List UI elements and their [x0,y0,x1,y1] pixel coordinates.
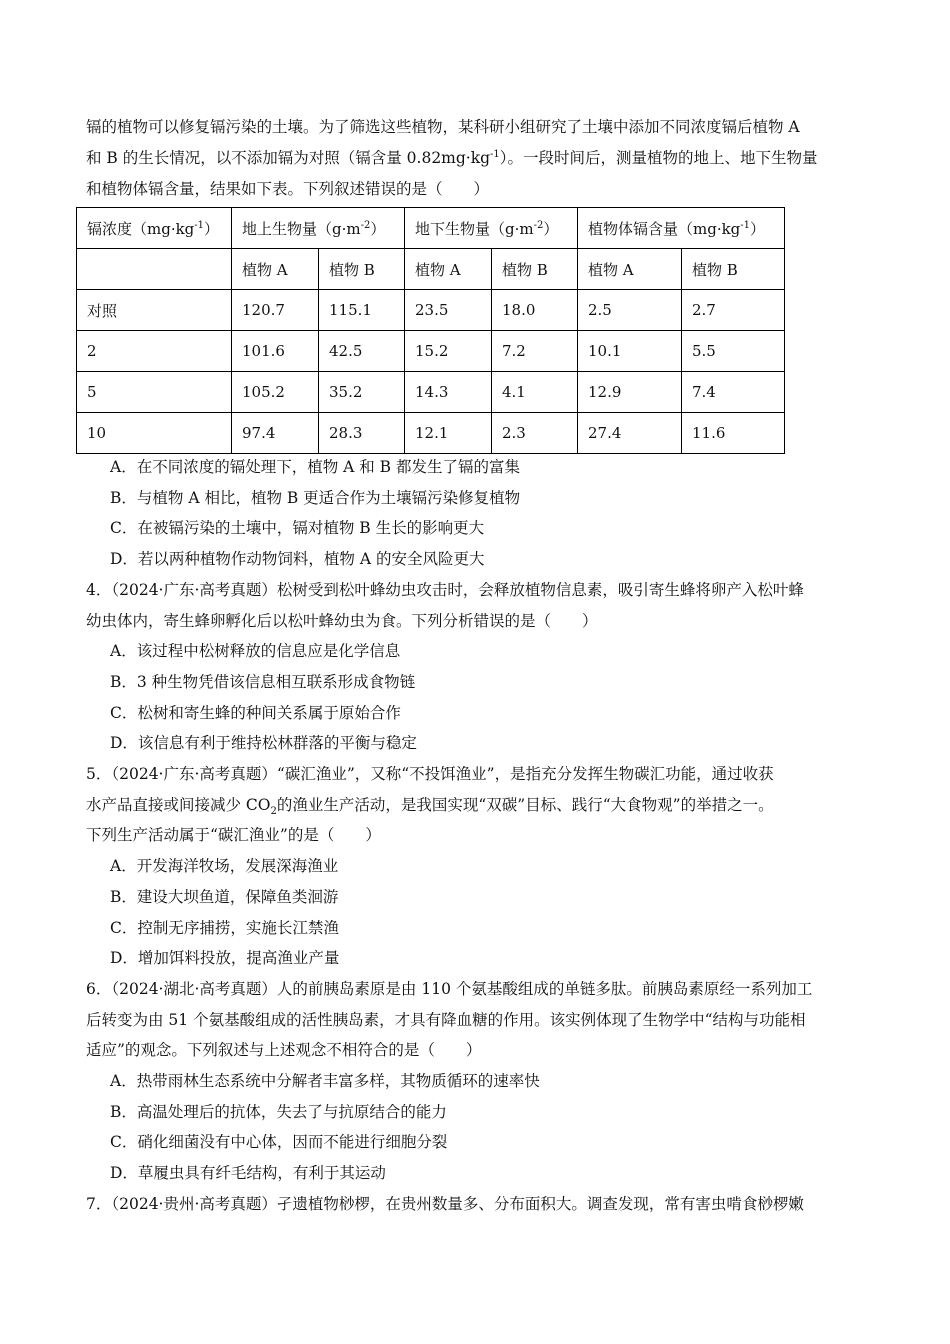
table-cell: 23.5 [405,290,492,331]
q5-option-c[interactable]: C．控制无序捕捞，实施长江禁渔 [110,918,339,937]
q3-stem [86,112,864,205]
table-cell: 11.6 [682,413,785,454]
q5-stem-line-2: 水产品直接或间接减少 $CO_2$的渔业生产活动，是我国实现“双碳”目标、践行“大食物观”的举措之一。 [86,795,774,817]
subheader-plant-a: 植物 A [232,249,319,290]
q3-stem-line-2: 和 B 的生长情况，以不添加镉为对照（镉含量 $0.82mg\cdot kg^{-1}$）。一段时间后，测量植物的地上、地下生物量 [86,148,818,167]
q5-stem-line-3: 下列生产活动属于“碳汇渔业”的是（ ） [86,826,381,845]
question-6 [86,974,864,1189]
q6-stem-line-3: 适应”的观念。下列叙述与上述观念不相符合的是（ ） [86,1041,482,1060]
q3-stem-line-3: 和植物体镉含量，结果如下表。下列叙述错误的是（ ） [86,180,490,198]
header-above-ground-biomass: 地上生物量$(g\cdot m^{-2})$ [232,208,405,249]
table-cell: 对照 [77,290,232,331]
q6-stem-line-1: 6．（2024·湖北·高考真题）人的前胰岛素原是由 110 个氨基酸组成的单链多肽。前胰岛素原经一系列加工 [86,979,813,998]
subheader-plant-a: 植物 A [578,249,682,290]
q4-option-b[interactable]: B．3 种生物凭借该信息相互联系形成食物链 [110,672,416,691]
header-below-ground-biomass: 地下生物量$(g\cdot m^{-2})$ [405,208,578,249]
question-7 [86,1189,864,1220]
question-5 [86,759,864,974]
table-cell: 42.5 [319,331,405,372]
q4-option-a[interactable]: A．该过程中松树释放的信息应是化学信息 [110,642,401,661]
q5-option-d[interactable]: D．增加饵料投放，提高渔业产量 [110,949,340,968]
page-content [86,112,864,1220]
header-cd-concentration: 镉浓度$(mg\cdot kg^{-1})$ [77,208,232,249]
subheader-plant-b: 植物 B [682,249,785,290]
table-cell: 105.2 [232,372,319,413]
q6-option-b[interactable]: B．高温处理后的抗体，失去了与抗原结合的能力 [110,1102,447,1121]
subheader-plant-a: 植物 A [405,249,492,290]
table-cell: 18.0 [492,290,578,331]
table-cell: 4.1 [492,372,578,413]
q3-option-a[interactable]: A．在不同浓度的镉处理下，植物 A 和 B 都发生了镉的富集 [110,458,520,476]
table-cell: 7.4 [682,372,785,413]
q7-stem-line-1: 7．（2024·贵州·高考真题）孑遗植物桫椤，在贵州数量多、分布面积大。调查发现，常有害虫啃食桫椤嫩 [86,1194,804,1213]
table-cell: 97.4 [232,413,319,454]
q4-option-c[interactable]: C．松树和寄生蜂的种间关系属于原始合作 [110,703,401,722]
q3-option-c[interactable]: C．在被镉污染的土壤中，镉对植物 B 生长的影响更大 [110,519,485,538]
table-cell: 2.3 [492,413,578,454]
q3-option-b[interactable]: B．与植物 A 相比，植物 B 更适合作为土壤镉污染修复植物 [110,488,521,507]
table-cell: 2.5 [578,290,682,331]
q6-option-d[interactable]: D．草履虫具有纤毛结构，有利于其运动 [110,1164,386,1183]
q6-option-a[interactable]: A．热带雨林生态系统中分解者丰富多样，其物质循环的速率快 [110,1072,540,1091]
q4-option-d[interactable]: D．该信息有利于维持松林群落的平衡与稳定 [110,734,417,753]
question-4 [86,575,864,759]
table-header-row [77,208,785,249]
subheader-plant-b: 植物 B [319,249,405,290]
table-cell: 35.2 [319,372,405,413]
table-cell: 7.2 [492,331,578,372]
q5-option-b[interactable]: B．建设大坝鱼道，保障鱼类洄游 [110,887,339,906]
q5-stem-line-1: 5．（2024·广东·高考真题）“碳汇渔业”，又称“不投饵渔业”，是指充分发挥生物碳汇功能，通过收获 [86,765,774,784]
header-plant-cd-content: 植物体镉含量$(mg\cdot kg^{-1})$ [578,208,785,249]
table-row [77,413,785,454]
q6-stem-line-2: 后转变为由 51 个氨基酸组成的活性胰岛素，才具有降血糖的作用。该实例体现了生物学中“结构与功能相 [86,1010,806,1029]
table-cell: 115.1 [319,290,405,331]
table-cell: 14.3 [405,372,492,413]
table-cell: 5 [77,372,232,413]
q5-option-a[interactable]: A．开发海洋牧场，发展深海渔业 [110,857,339,876]
q3-option-d[interactable]: D．若以两种植物作动物饲料，植物 A 的安全风险更大 [110,550,485,569]
subheader-plant-b: 植物 B [492,249,578,290]
table-cell: 10 [77,413,232,454]
table-cell: 101.6 [232,331,319,372]
q3-stem-line-1: 镉的植物可以修复镉污染的土壤。为了筛选这些植物，某科研小组研究了土壤中添加不同浓度镉后植物 A [86,118,800,136]
table-row [77,290,785,331]
table-cell: 28.3 [319,413,405,454]
table-cell: 27.4 [578,413,682,454]
table-cell: 2.7 [682,290,785,331]
q4-stem-line-2: 幼虫体内，寄生蜂卵孵化后以松叶蜂幼虫为食。下列分析错误的是（ ） [86,611,598,630]
table-row [77,372,785,413]
table-subheader-row [77,249,785,290]
q6-option-c[interactable]: C．硝化细菌没有中心体，因而不能进行细胞分裂 [110,1133,448,1152]
table-cell: 12.1 [405,413,492,454]
table-cell: 12.9 [578,372,682,413]
q4-stem-line-1: 4．（2024·广东·高考真题）松树受到松叶蜂幼虫攻击时，会释放植物信息素，吸引寄生蜂将卵产入松叶蜂 [86,580,804,599]
table-cell: 10.1 [578,331,682,372]
table-cell: 15.2 [405,331,492,372]
table-row [77,331,785,372]
table-cell: 2 [77,331,232,372]
cadmium-data-table [76,207,785,454]
table-cell: 120.7 [232,290,319,331]
q3-options [86,452,864,575]
table-cell [77,249,232,290]
table-cell: 5.5 [682,331,785,372]
